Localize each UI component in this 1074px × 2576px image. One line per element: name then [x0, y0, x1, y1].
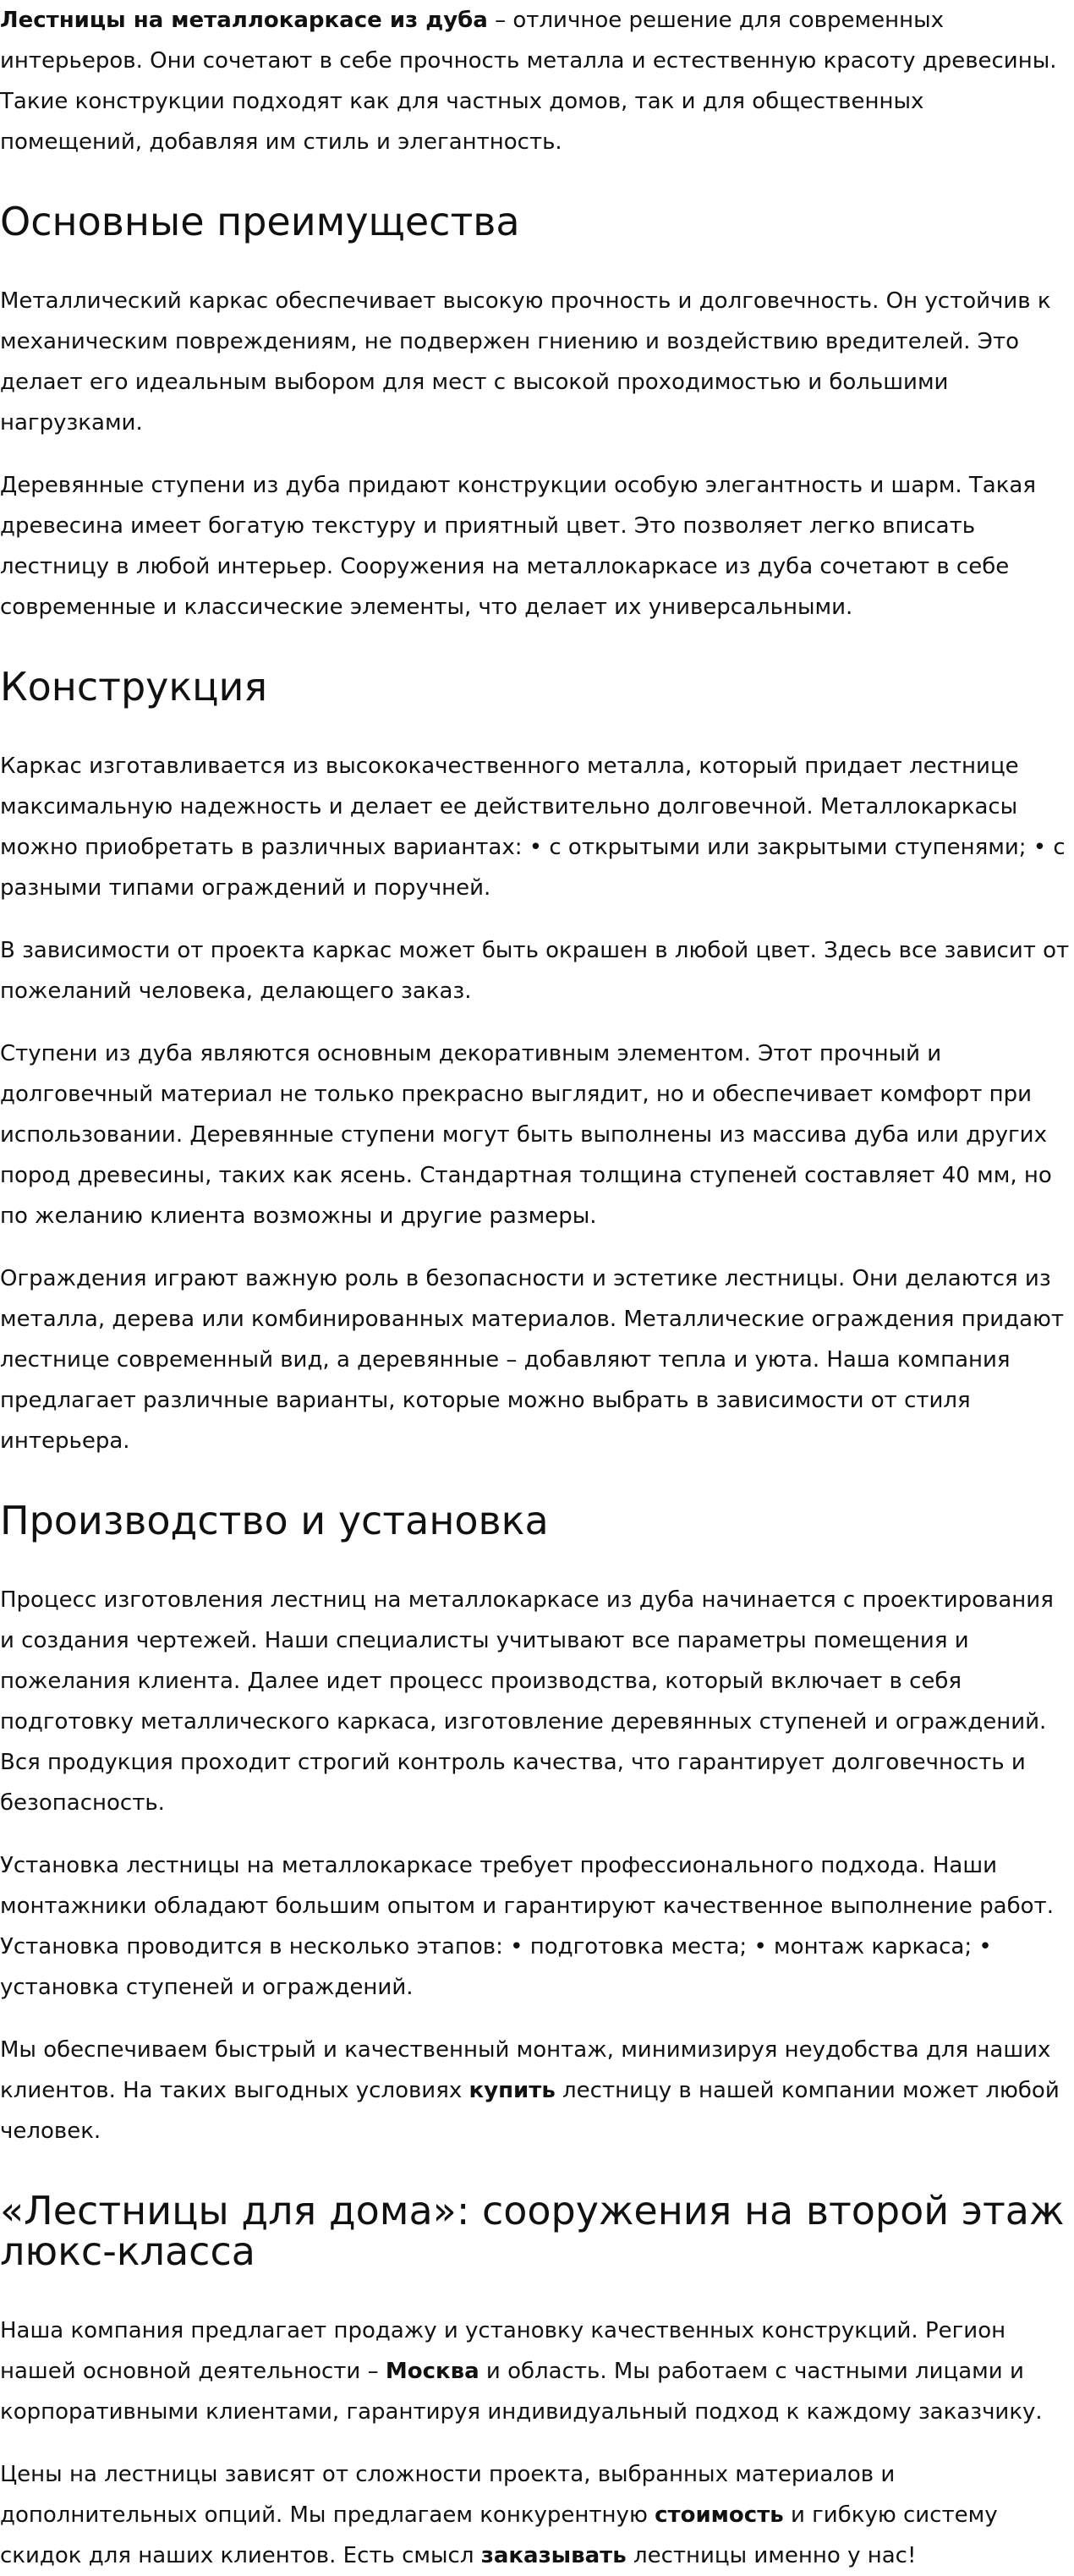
production-paragraph-3 — [0, 2030, 1072, 2151]
buy-keyword: купить — [469, 2078, 556, 2103]
company-paragraph-1 — [0, 2310, 1072, 2432]
city-keyword: Москва — [385, 2359, 479, 2384]
company-paragraph-2 — [0, 2454, 1072, 2576]
construction-paragraph-2: В зависимости от проекта каркас может быть окрашен в любой цвет. Здесь все зависит от пожеланий человека, делающего заказ. — [0, 938, 1070, 1004]
construction-paragraph-4: Ограждения играют важную роль в безопасности и эстетике лестницы. Они делаются из металла, дерева или комбинированных материалов. Металлические ограждения придают лестнице современный вид, а деревянные – добавляют тепла и уюта. Наша компания предлагает различные варианты, которые можно выбрать в зависимости от стиля интерьера. — [0, 1266, 1065, 1454]
heading-advantages: Основные преимущества — [0, 199, 520, 244]
production-p3-text-before: Мы обеспечиваем быстрый и качественный монтаж, минимизируя неудобства для наших клиентов. На таких выгодных условиях — [0, 2037, 1051, 2103]
advantages-paragraph-1: Металлический каркас обеспечивает высокую прочность и долговечность. Он устойчив к механическим повреждениям, не подвержен гниению и воздействию вредителей. Это делает его идеальным выбором для мест с высокой проходимостью и большими нагрузками. — [0, 288, 1051, 436]
production-p3-text-after: лестницу в нашей компании может любой человек. — [0, 2078, 1060, 2144]
company-p1-text-before: Наша компания предлагает продажу и установку качественных конструкций. Регион нашей основной деятельности – — [0, 2318, 1006, 2384]
company-p1-text-after: и область. Мы работаем с частными лицами и корпоративными клиентами, гарантируя индивидуальный подход к каждому заказчику. — [0, 2359, 1043, 2425]
construction-paragraph-1: Каркас изготавливается из высококачественного металла, который придает лестнице максимальную надежность и делает ее действительно долговечной. Металлокаркасы можно приобретать в различных вариантах: • с открытыми или закрытыми ступенями; • с разными типами ограждений и поручней. — [0, 754, 1066, 901]
company-p2-text-before: Цены на лестницы зависят от сложности проекта, выбранных материалов и дополнительных опций. Мы предлагаем конкурентную — [0, 2462, 896, 2528]
heading-production: Производство и установка — [0, 1498, 549, 1543]
order-keyword: заказывать — [480, 2543, 627, 2568]
price-keyword: стоимость — [655, 2502, 784, 2528]
advantages-paragraph-2: Деревянные ступени из дуба придают конструкции особую элегантность и шарм. Такая древесина имеет богатую текстуру и приятный цвет. Это позволяет легко вписать лестницу в любой интерьер. Сооружения на металлокаркасе из дуба сочетают в себе современные и классические элементы, что делает их универсальными. — [0, 473, 1036, 620]
heading-company: «Лестницы для дома»: сооружения на второй этаж люкс-класса — [0, 2188, 1065, 2274]
intro-text: – отличное решение для современных интерьеров. Они сочетают в себе прочность металла и естественную красоту древесины. Такие конструкции подходят как для частных домов, так и для общественных помещений, добавляя им стиль и элегантность. — [0, 8, 1057, 155]
company-p2-text-after: лестницы именно у нас! — [626, 2543, 917, 2568]
production-paragraph-1: Процесс изготовления лестниц на металлокаркасе из дуба начинается с проектирования и создания чертежей. Наши специалисты учитывают все параметры помещения и пожелания клиента. Далее идет процесс производства, который включает в себя подготовку металлического каркаса, изготовление деревянных ступеней и ограждений. Вся продукция проходит строгий контроль качества, что гарантирует долговечность и безопасность. — [0, 1587, 1054, 1816]
production-paragraph-2: Установка лестницы на металлокаркасе требует профессионального подхода. Наши монтажники обладают большим опытом и гарантируют качественное выполнение работ. Установка проводится в несколько этапов: • подготовка места; • монтаж каркаса; • установка ступеней и ограждений. — [0, 1853, 1054, 2000]
intro-paragraph — [0, 0, 1072, 162]
heading-construction: Конструкция — [0, 664, 268, 710]
construction-paragraph-3: Ступени из дуба являются основным декоративным элементом. Этот прочный и долговечный материал не только прекрасно выглядит, но и обеспечивает комфорт при использовании. Деревянные ступени могут быть выполнены из массива дуба или других пород древесины, таких как ясень. Стандартная толщина ступеней составляет 40 мм, но по желанию клиента возможны и другие размеры. — [0, 1041, 1052, 1229]
company-p2-text-mid: и гибкую систему скидок для наших клиентов. Есть смысл — [0, 2502, 998, 2568]
intro-bold-lead: Лестницы на металлокаркасе из дуба — [0, 8, 488, 33]
